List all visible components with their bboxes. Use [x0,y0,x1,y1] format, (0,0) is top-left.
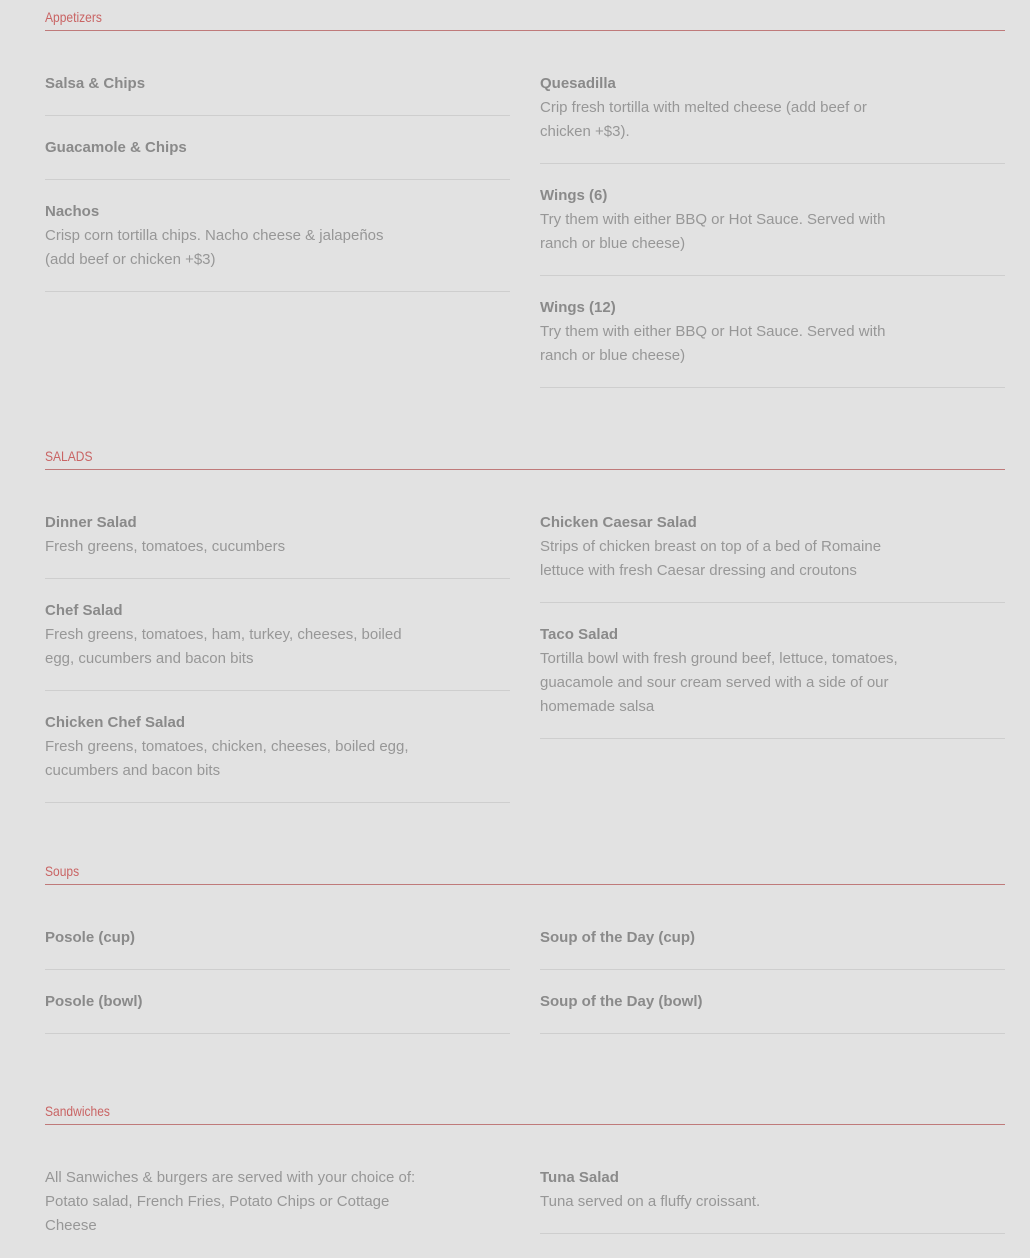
menu-item [45,491,510,579]
menu-item-name: Chicken Chef Salad [45,714,186,731]
menu-item [540,970,1005,1034]
menu-item-description: Tuna served on a fluffy croissant. [540,1193,761,1210]
menu-item-name: Quesadilla [540,75,616,92]
menu-column-right [540,1146,1005,1234]
menu-item [45,906,510,970]
section-header [45,0,1005,31]
menu-item [540,164,1005,276]
menu-item-description: Crip fresh tortilla with melted cheese (add beef or chicken +$3). [540,99,867,140]
menu-item [540,52,1005,164]
menu-item-name: Tuna Salad [540,1169,619,1186]
menu-column-left [45,52,510,292]
menu-column-right [540,906,1005,1034]
menu-column-left [45,491,510,803]
menu-item [45,970,510,1034]
menu-item [45,180,510,292]
menu-item-name: Chef Salad [45,602,123,619]
section-soups [45,854,1005,1010]
menu-item-name: Wings (6) [540,187,608,204]
menu-item-description: Try them with either BBQ or Hot Sauce. Served with ranch or blue cheese) [540,323,886,364]
menu-column-right [540,52,1005,388]
menu-item-description: Crisp corn tortilla chips. Nacho cheese & jalapeños (add beef or chicken +$3) [45,227,384,268]
menu-item-name: Posole (bowl) [45,993,143,1010]
menu-column-left [45,1146,510,1257]
section-header [45,1094,1005,1125]
menu-item [45,691,510,803]
section-header [45,854,1005,885]
section-sandwiches [45,1094,1005,1234]
menu-item [540,603,1005,739]
menu-item-description: Strips of chicken breast on top of a bed of Romaine lettuce with fresh Caesar dressing and croutons [540,538,882,579]
section-title: Soups [45,863,80,879]
menu-item-description: Try them with either BBQ or Hot Sauce. Served with ranch or blue cheese) [540,211,886,252]
section-title: SALADS [45,448,93,464]
section-title: Appetizers [45,9,102,25]
menu-item [45,52,510,116]
menu-item-name: Taco Salad [540,626,619,643]
menu-item [540,906,1005,970]
section-appetizers [45,0,1005,364]
menu-item [540,276,1005,388]
menu-item-name: Chicken Caesar Salad [540,514,697,531]
menu-item-name: Guacamole & Chips [45,139,187,156]
menu-item [45,579,510,691]
menu-item-name: Soup of the Day (cup) [540,929,695,946]
menu-item-description: Fresh greens, tomatoes, chicken, cheeses, boiled egg, cucumbers and bacon bits [45,738,409,779]
menu-column-left [45,906,510,1034]
section-title: Sandwiches [45,1103,110,1119]
menu-item [540,491,1005,603]
menu-item-name: Soup of the Day (bowl) [540,993,703,1010]
menu-item-name: Dinner Salad [45,514,137,531]
menu-item-description: Tortilla bowl with fresh ground beef, lettuce, tomatoes, guacamole and sour cream served with a side of our homemade salsa [540,650,898,715]
section-salads [45,439,1005,779]
menu-item-name: Wings (12) [540,299,616,316]
menu-item-name: Nachos [45,203,100,220]
sandwich-sides-text: Potato salad, French Fries, Potato Chips or Cottage Cheese [45,1193,390,1234]
menu-item-description: Fresh greens, tomatoes, ham, turkey, cheeses, boiled egg, cucumbers and bacon bits [45,626,402,667]
menu-item-name: Salsa & Chips [45,75,146,92]
sandwich-intro-text: All Sanwiches & burgers are served with your choice of: [45,1169,416,1186]
menu-item-description: Fresh greens, tomatoes, cucumbers [45,538,286,555]
menu-item [45,116,510,180]
menu-item [540,1146,1005,1234]
sandwich-intro [45,1146,510,1257]
section-header [45,439,1005,470]
menu-item-name: Posole (cup) [45,929,136,946]
menu-column-right [540,491,1005,739]
